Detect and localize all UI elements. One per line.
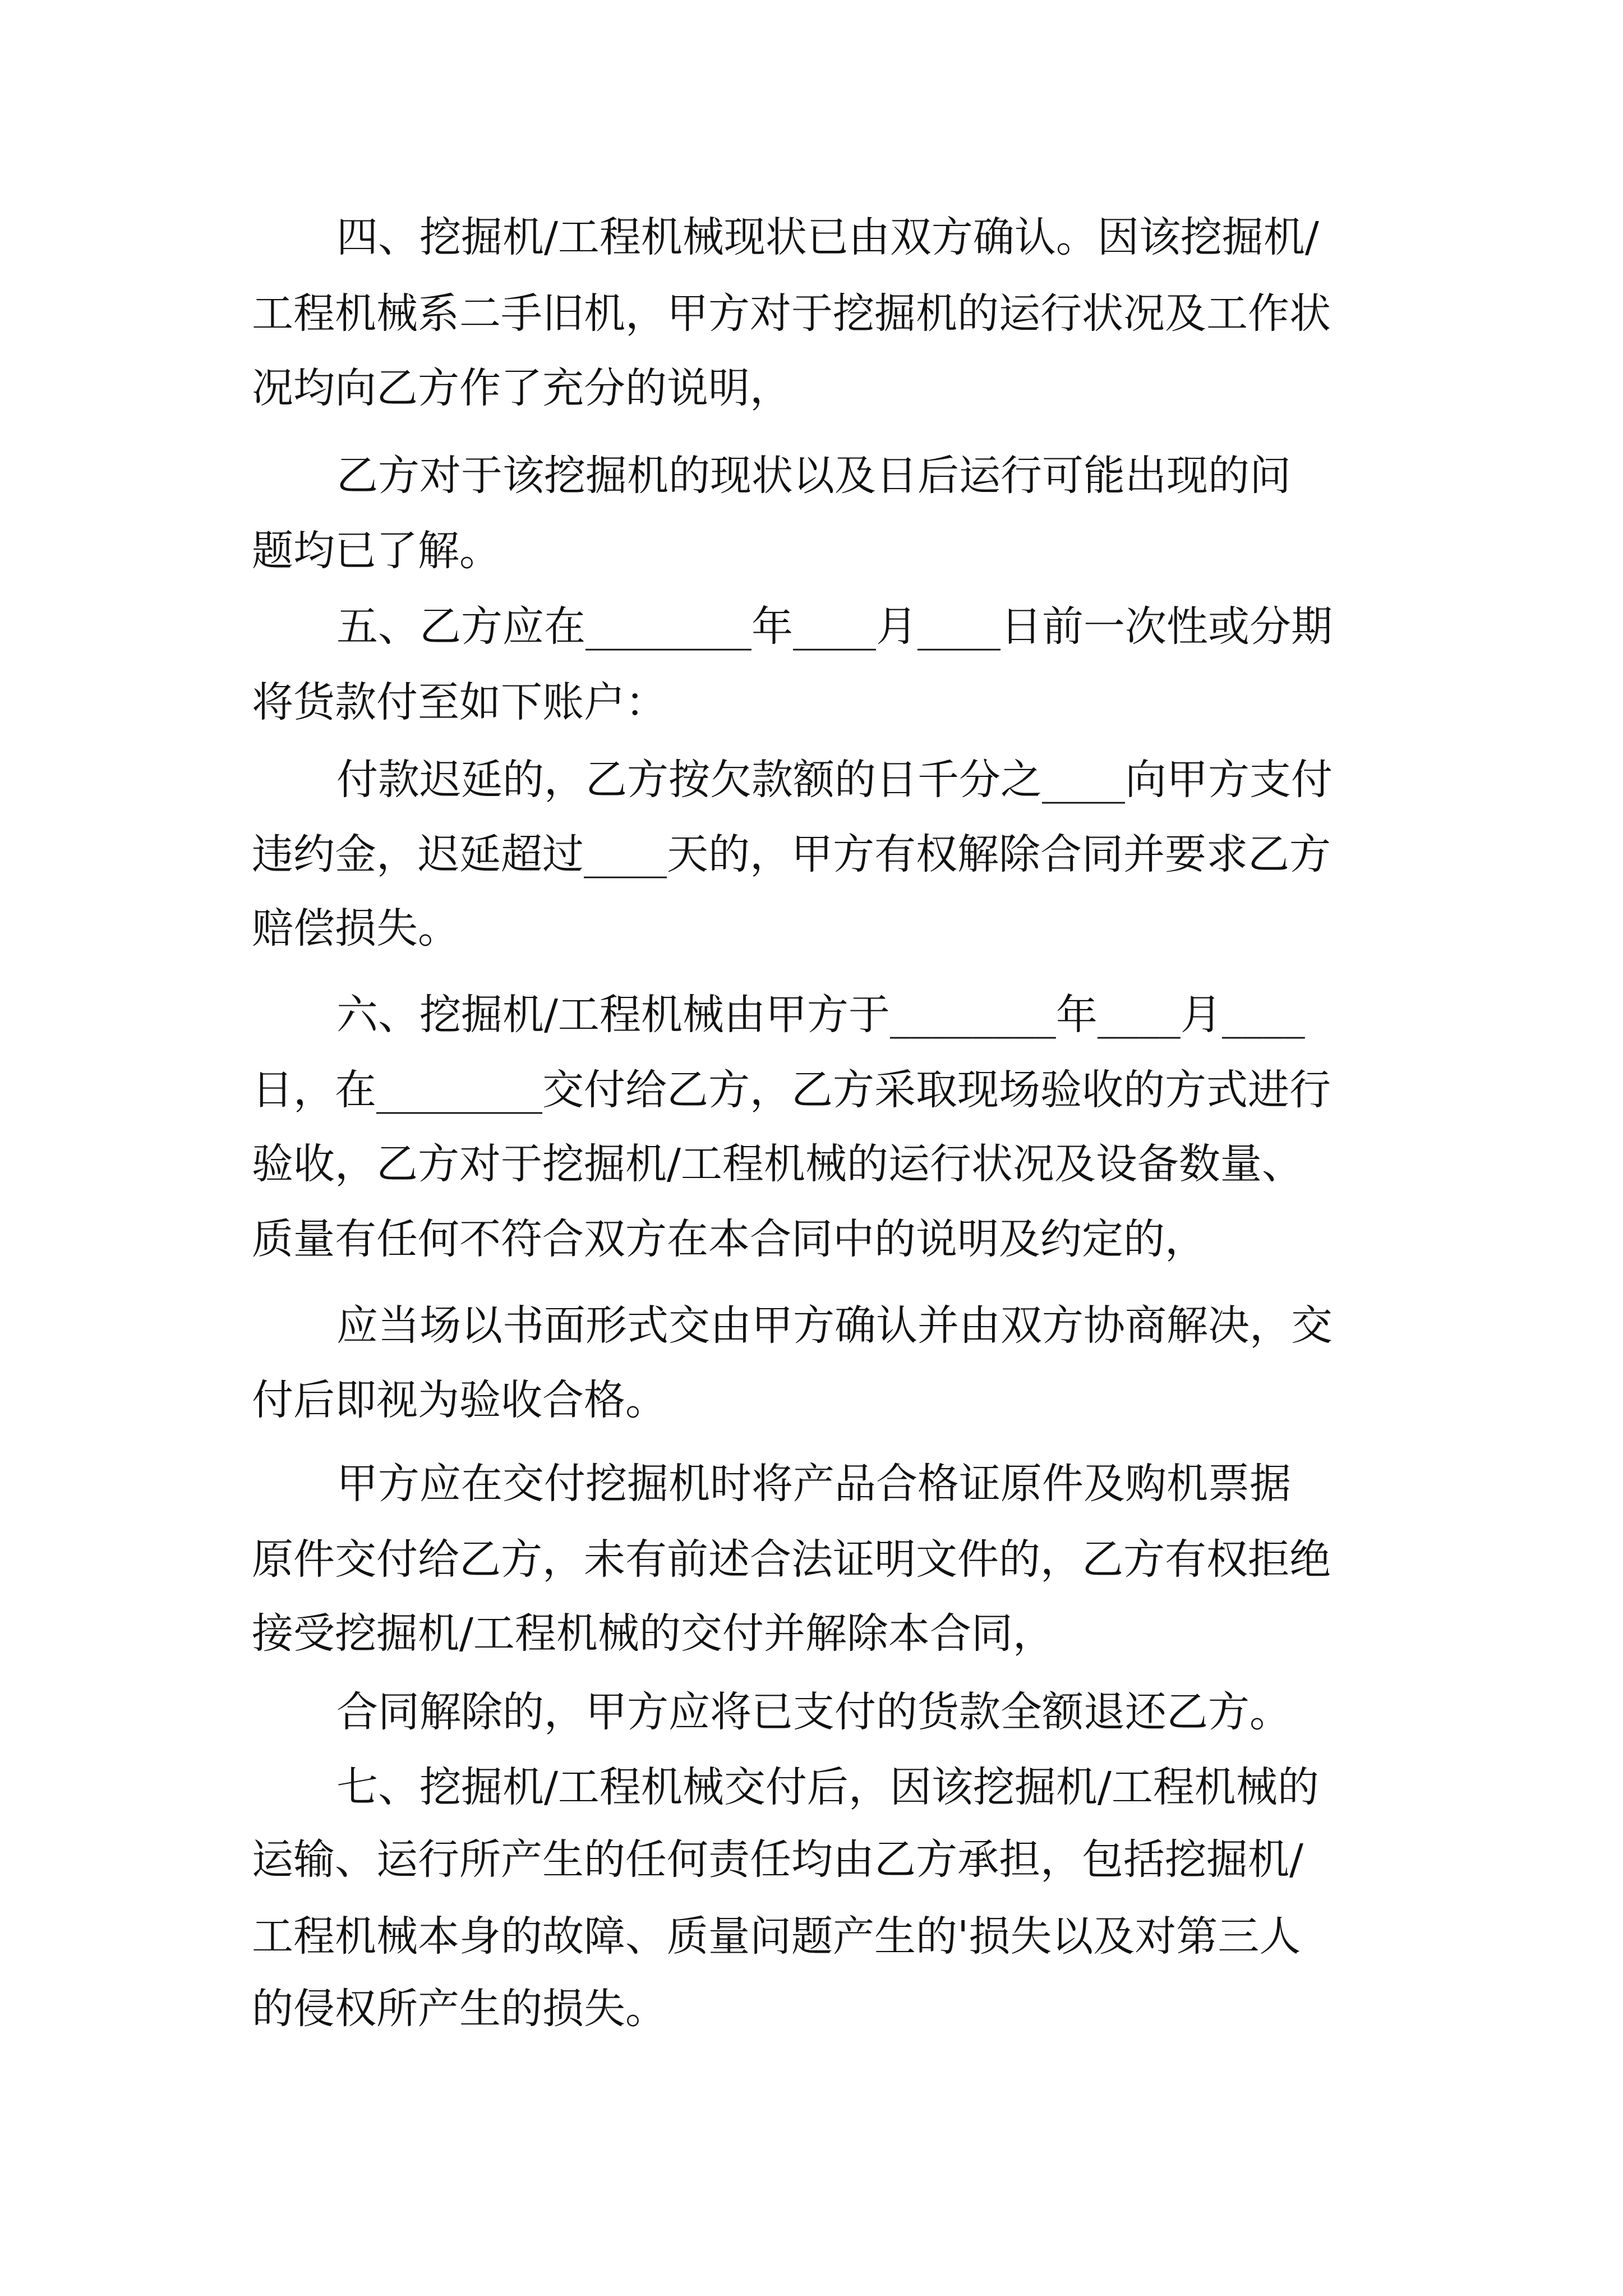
text-line: 原件交付给乙方，未有前述合法证明文件的，乙方有权拒绝	[252, 1535, 1331, 1584]
text-line: 接受挖掘机/工程机械的交付并解除本合同，	[252, 1609, 1054, 1658]
text-line: 日，在________交付给乙方，乙方采取现场验收的方式进行	[252, 1066, 1331, 1114]
text-line: 况均向乙方作了充分的说明，	[252, 364, 791, 412]
text-line: 运输、运行所产生的任何责任均由乙方承担，包括挖掘机/	[252, 1835, 1303, 1884]
text-line: 六、挖掘机/工程机械由甲方于________年____月____	[336, 991, 1305, 1039]
text-line: 将货款付至如下账户：	[252, 678, 667, 726]
text-line: 工程机械本身的故障、质量问题产生的'损失以及对第三人	[252, 1912, 1301, 1961]
text-line: 七、挖掘机/工程机械交付后，因该挖掘机/工程机械的	[336, 1763, 1319, 1811]
text-line: 赔偿损失。	[252, 904, 459, 953]
text-line: 应当场以书面形式交由甲方确认并由双方协商解决，交	[336, 1301, 1332, 1350]
text-line: 付后即视为验收合格。	[252, 1376, 667, 1424]
text-line: 乙方对于该挖掘机的现状以及日后运行可能出现的问	[336, 452, 1291, 500]
text-line: 违约金，迟延超过____天的，甲方有权解除合同并要求乙方	[252, 830, 1331, 878]
text-line: 五、乙方应在________年____月____日前一次性或分期	[336, 602, 1332, 651]
text-line: 的侵权所产生的损失。	[252, 1985, 667, 2033]
text-line: 题均已了解。	[252, 527, 501, 575]
text-line: 质量有任何不符合双方在本合同中的说明及约定的，	[252, 1215, 1206, 1263]
text-line: 甲方应在交付挖掘机时将产品合格证原件及购机票据	[336, 1460, 1291, 1508]
text-line: 合同解除的，甲方应将已支付的货款全额退还乙方。	[336, 1688, 1291, 1736]
text-line: 验收，乙方对于挖掘机/工程机械的运行状况及设备数量、	[252, 1140, 1303, 1188]
text-line: 工程机械系二手旧机，甲方对于挖掘机的运行状况及工作状	[252, 289, 1331, 338]
text-line: 付款迟延的，乙方按欠款额的日千分之____向甲方支付	[336, 756, 1332, 804]
text-line: 四、挖掘机/工程机械现状已由双方确认。因该挖掘机/	[336, 213, 1319, 261]
